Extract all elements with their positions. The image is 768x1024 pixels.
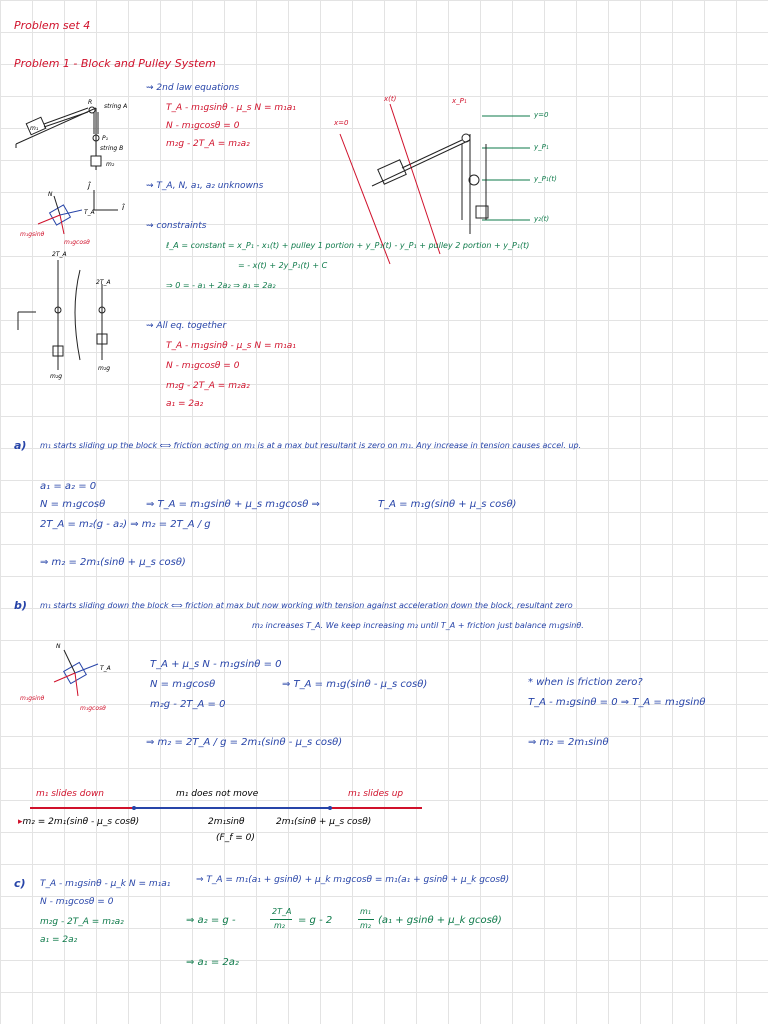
part-b-eq1: T_A + μ_s N - m₁gsinθ = 0: [150, 659, 282, 670]
together-eq3: m₂g - 2T_A = m₂a₂: [166, 381, 250, 391]
part-c-frac2-den: m₂: [360, 921, 371, 930]
part-b-star: * when is friction zero?: [528, 677, 643, 688]
part-b-star-eq: T_A - m₁gsinθ = 0 ⇒ T_A = m₁gsinθ: [528, 697, 706, 708]
fbd-b-mgsin-label: m₁gsinθ: [20, 695, 45, 702]
part-a-label: a): [14, 439, 27, 452]
part-a-text: m₁ starts sliding up the block ⟺ friction acting on m₁ is at a max but resultant is zero on m₁. Any increase in tension causes accel. up.: [40, 441, 582, 450]
constraints-line3: ⇒ 0 = - a₁ + 2a₂ ⇒ a₁ = 2a₂: [166, 281, 276, 290]
numberline-value-1: ▸m₂ = 2m₁(sinθ - μ_s cosθ): [18, 817, 140, 827]
part-b-mid: ⇒ T_A = m₁g(sinθ - μ_s cosθ): [282, 679, 428, 690]
part-b-star-result: ⇒ m₂ = 2m₁sinθ: [528, 737, 609, 748]
i-hat-label: î: [122, 203, 125, 212]
fbd-ta-label: T_A: [84, 209, 95, 216]
constraints-heading: ⇝ constraints: [146, 221, 207, 231]
part-c-mid: ⇒ T_A = m₁(a₁ + gsinθ) + μ_k m₁gcosθ = m₁(a₁ + gsinθ + μ_k gcosθ): [196, 875, 510, 885]
together-eq4: a₁ = 2a₂: [166, 399, 204, 409]
part-a-eq2: N = m₁gcosθ: [40, 499, 106, 510]
part-a-eq3: 2T_A = m₂(g - a₂) ⇒ m₂ = 2T_A / g: [40, 519, 211, 530]
numberline-value-2-note: (F_f = 0): [216, 833, 255, 843]
frac2-bar: [358, 919, 374, 920]
part-b-text2: m₂ increases T_A. We keep increasing m₂ until T_A + friction just balance m₁gsinθ.: [252, 621, 584, 630]
frac1-bar: [270, 919, 292, 920]
part-c-a1: ⇒ a₁ = 2a₂: [186, 957, 239, 968]
part-c-eq-g: = g - 2: [298, 915, 333, 926]
part-c-frac2-num: m₁: [360, 907, 371, 916]
together-eq2: N - m₁gcosθ = 0: [166, 361, 240, 371]
part-b-result: ⇒ m₂ = 2T_A / g = 2m₁(sinθ - μ_s cosθ): [146, 737, 343, 748]
part-a-mid: ⇒ T_A = m₁gsinθ + μ_s m₁gcosθ ⇒: [146, 499, 320, 510]
part-c-a2-lhs: ⇒ a₂ = g -: [186, 915, 236, 926]
part-c-eq4: a₁ = 2a₂: [40, 935, 78, 945]
m2-label: m₂: [106, 161, 115, 168]
fbd-2ta-label-2: 2T_A: [96, 279, 111, 286]
part-b-eq2: N = m₁gcosθ: [150, 679, 216, 690]
xt-label: x(t): [384, 95, 397, 103]
string-b-label: string B: [100, 145, 124, 152]
string-a-label: string A: [104, 103, 128, 110]
part-a-result: ⇒ m₂ = 2m₁(sinθ + μ_s cosθ): [40, 557, 186, 568]
fbd-part-b: [40, 640, 120, 710]
y0-label: y=0: [534, 111, 549, 119]
j-hat-label: ĵ: [88, 181, 91, 190]
part-b-label: b): [14, 599, 27, 612]
numberline-mid-label: m₁ does not move: [176, 789, 259, 799]
yp1t-label: y_P₁(t): [534, 175, 557, 183]
fbd-mg-label-1: m₂g: [50, 373, 63, 380]
numberline-value-2: 2m₁sinθ: [208, 817, 245, 827]
p1-label: P₁: [102, 135, 109, 142]
fbd-b-n-label: N: [56, 643, 61, 650]
fbd-mg-label-2: m₂g: [98, 365, 111, 372]
fbd-n-label: N: [48, 191, 53, 198]
r-label: R: [88, 99, 93, 106]
part-c-a2-tail: (a₁ + gsinθ + μ_k gcosθ): [378, 915, 502, 926]
fbd-mgcos-label: m₁gcosθ: [64, 239, 90, 246]
part-c-eq2: N - m₁gcosθ = 0: [40, 897, 114, 907]
xp1-label: x_P₁: [452, 97, 467, 105]
together-heading: ⇝ All eq. together: [146, 321, 227, 331]
part-b-eq3: m₂g - 2T_A = 0: [150, 699, 226, 710]
m1-label: m₁: [30, 125, 39, 132]
numberline-value-3: 2m₁(sinθ + μ_s cosθ): [276, 817, 372, 827]
fbd-pulley: [14, 250, 134, 390]
second-law-eq1: T_A - m₁gsinθ - μ_s N = m₁a₁: [166, 103, 296, 113]
second-law-eq2: N - m₁gcosθ = 0: [166, 121, 240, 131]
fbd-mgsin-label: m₁gsinθ: [20, 231, 45, 238]
yp1-label: y_P₁: [534, 143, 549, 151]
constraints-line1: ℓ_A = constant = x_P₁ - x₁(t) + pulley 1 portion + y_P₁(t) - y_P₁ + pulley 2 portion + y_P₁(t): [166, 241, 530, 250]
fbd-b-mgcos-label: m₁gcosθ: [80, 705, 106, 712]
number-line: [30, 804, 430, 814]
part-c-frac1-den: m₂: [274, 921, 285, 930]
x0-label: x=0: [334, 119, 349, 127]
constraints-line2: = - x(t) + 2y_P₁(t) + C: [238, 261, 328, 270]
part-c-eq1: T_A - m₁gsinθ - μ_k N = m₁a₁: [40, 879, 171, 889]
y2t-label: y₂(t): [534, 215, 550, 223]
problem-title: Problem 1 - Block and Pulley System: [14, 57, 216, 70]
page-title: Problem set 4: [14, 19, 91, 32]
part-c-frac1-num: 2T_A: [272, 907, 292, 916]
second-law-heading: ⇝ 2nd law equations: [146, 83, 240, 93]
numberline-left-label: m₁ slides down: [36, 789, 105, 799]
m2-symbol: ▸: [18, 817, 23, 827]
numberline-right-label: m₁ slides up: [348, 789, 404, 799]
part-b-text: m₁ starts sliding down the block ⟺ friction at max but now working with tension against acceleration down the block, resultant zero: [40, 601, 573, 610]
fbd-b-ta-label: T_A: [100, 665, 111, 672]
part-a-boxed: T_A = m₁g(sinθ + μ_s cosθ): [378, 499, 517, 510]
part-c-label: c): [14, 877, 26, 890]
unknowns-line: ⇝ T_A, N, a₁, a₂ unknowns: [146, 181, 264, 191]
second-law-eq3: m₂g - 2T_A = m₂a₂: [166, 139, 250, 149]
part-a-eq1: a₁ = a₂ = 0: [40, 481, 97, 492]
together-eq1: T_A - m₁gsinθ - μ_s N = m₁a₁: [166, 341, 296, 351]
fbd-2ta-label-1: 2T_A: [52, 251, 67, 258]
part-c-eq3: m₂g - 2T_A = m₂a₂: [40, 917, 124, 927]
